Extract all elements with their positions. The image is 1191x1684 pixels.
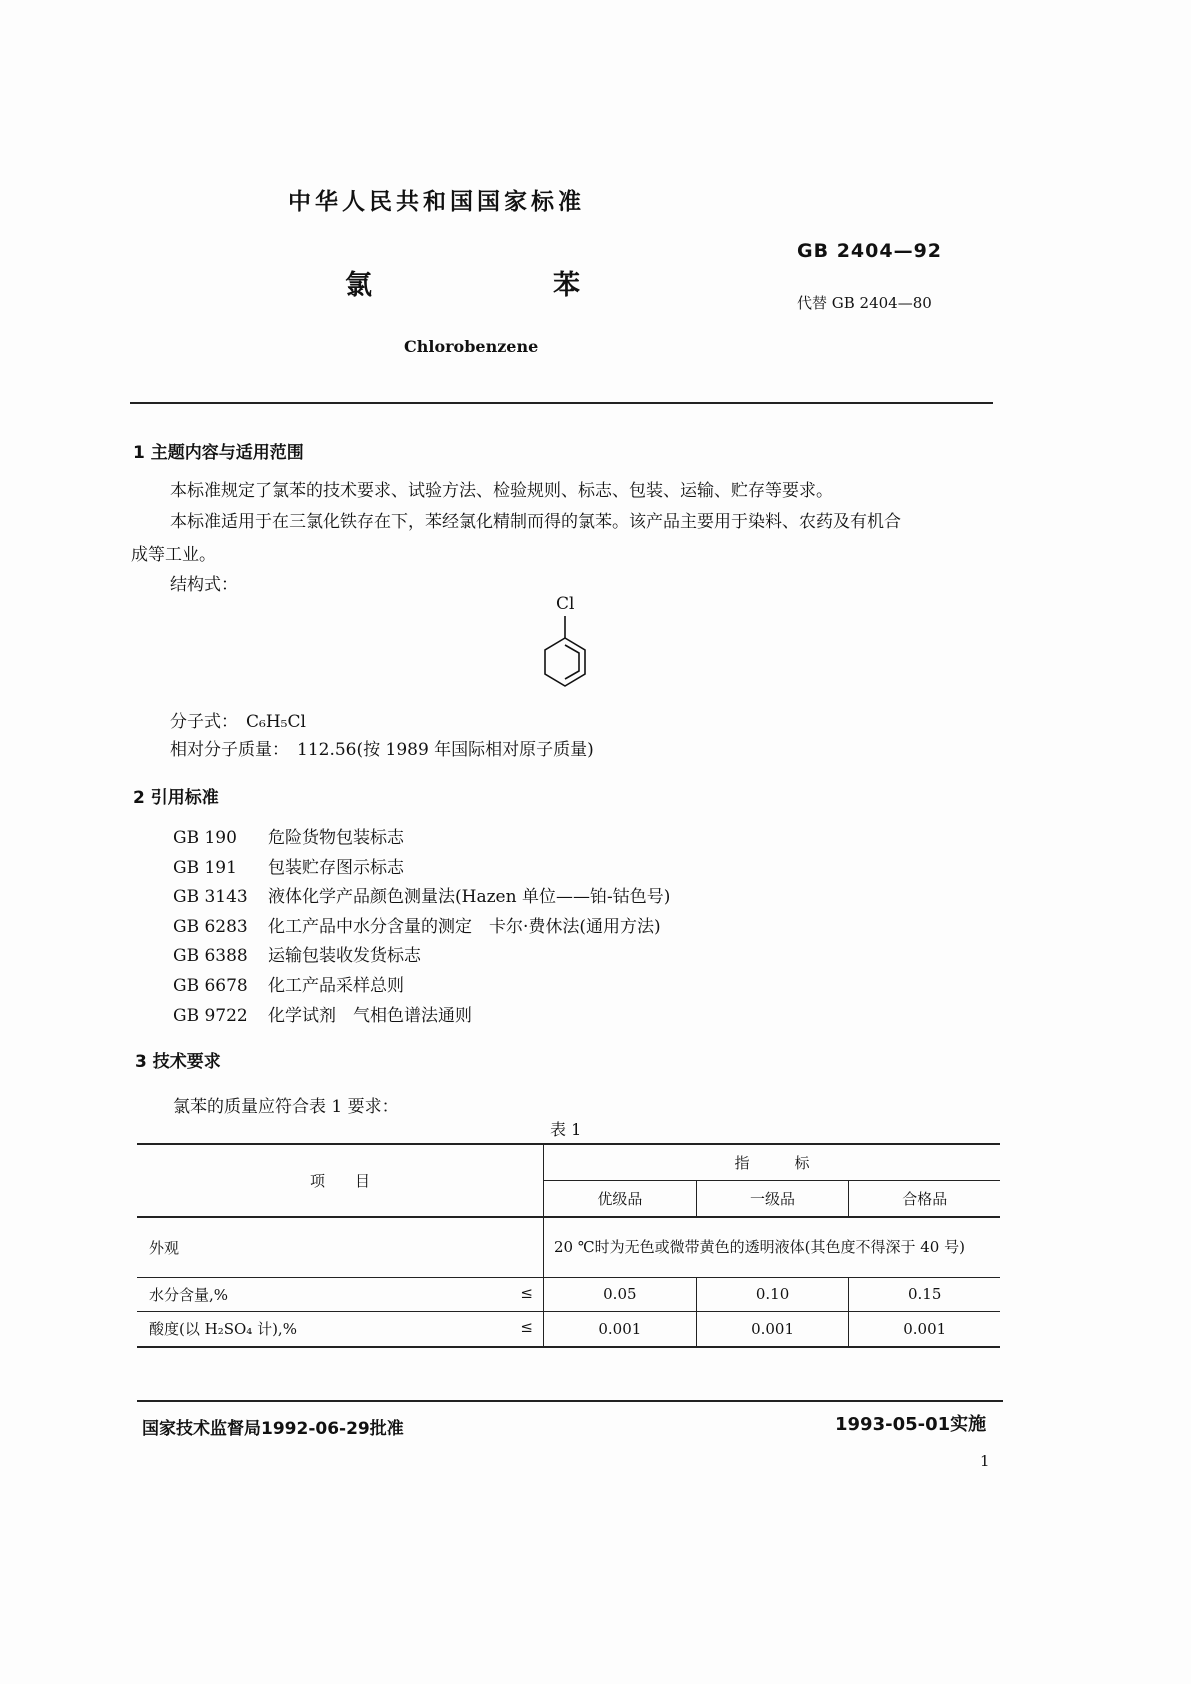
- reference-code: GB 9722: [173, 1005, 248, 1026]
- paragraph: 成等工业。: [131, 545, 216, 565]
- row-item: 酸度(以 H₂SO₄ 计),%: [149, 1320, 297, 1339]
- page-number: 1: [980, 1452, 990, 1470]
- reference-item: [173, 912, 661, 937]
- org-title: 中华人民共和国国家标准: [288, 189, 585, 215]
- table-row: [137, 1217, 1000, 1277]
- section-2-heading: 2 引用标准: [133, 788, 219, 808]
- table-caption: 表 1: [550, 1120, 582, 1139]
- grade-header: 合格品: [849, 1180, 1000, 1217]
- paragraph: 本标准适用于在三氯化铁存在下，苯经氯化精制而得的氯苯。该产品主要用于染料、农药及有机合: [170, 512, 901, 532]
- title-char-1: 氯: [345, 270, 372, 301]
- grade-header: 优级品: [544, 1180, 697, 1217]
- reference-code: GB 3143: [173, 887, 248, 908]
- reference-item: [173, 882, 670, 907]
- reference-code: GB 6283: [173, 916, 248, 937]
- reference-code: GB 191: [173, 857, 237, 878]
- reference-title: 化工产品中水分含量的测定 卡尔·费休法(通用方法): [268, 916, 661, 937]
- table-row: [137, 1311, 1000, 1347]
- reference-item: [173, 853, 404, 878]
- english-title: Chlorobenzene: [404, 337, 539, 356]
- reference-title: 化学试剂 气相色谱法通则: [268, 1005, 472, 1026]
- operator: ≤: [520, 1318, 533, 1337]
- cell: 0.15: [849, 1277, 1000, 1311]
- reference-item: [173, 823, 404, 848]
- grade-header: 一级品: [696, 1180, 849, 1217]
- cell: 0.05: [544, 1277, 697, 1311]
- reference-item: [173, 941, 421, 966]
- reference-title: 包装贮存图示标志: [268, 857, 404, 878]
- mass-line: [170, 735, 594, 760]
- cell: 0.001: [544, 1311, 697, 1347]
- benzene-ring-structure: [540, 616, 590, 696]
- title-char-2: 苯: [553, 270, 580, 301]
- section-3-heading: 3 技术要求: [135, 1052, 221, 1072]
- approval-note: 国家技术监督局1992-06-29批准: [142, 1419, 404, 1439]
- table-row: [137, 1277, 1000, 1311]
- formula-label: 分子式：: [170, 712, 238, 732]
- footer-rule: [137, 1400, 1003, 1402]
- reference-item: [173, 1001, 472, 1026]
- row-item: 外观: [137, 1217, 544, 1277]
- reference-title: 运输包装收发货标志: [268, 946, 421, 967]
- operator: ≤: [520, 1283, 533, 1302]
- row-value: 20 ℃时为无色或微带黄色的透明液体(其色度不得深于 40 号): [544, 1217, 1001, 1277]
- header-rule: [130, 402, 993, 404]
- reference-title: 化工产品采样总则: [268, 976, 404, 996]
- standard-number: GB 2404—92: [797, 240, 943, 262]
- reference-code: GB 190: [173, 828, 237, 848]
- replaces-note: 代替 GB 2404—80: [797, 294, 932, 312]
- paragraph: 本标准规定了氯苯的技术要求、试验方法、检验规则、标志、包装、运输、贮存等要求。: [170, 481, 833, 501]
- formula-line: [170, 707, 306, 732]
- header-item: 项 目: [137, 1144, 544, 1217]
- paragraph: 氯苯的质量应符合表 1 要求：: [173, 1097, 399, 1117]
- reference-item: [173, 971, 404, 996]
- formula: C₆H₅Cl: [246, 712, 306, 732]
- mass-label: 相对分子质量：: [170, 740, 289, 760]
- quality-table: [137, 1143, 1000, 1348]
- section-1-heading: 1 主题内容与适用范围: [133, 443, 304, 463]
- structure-label: 结构式：: [170, 575, 238, 595]
- reference-code: GB 6678: [173, 976, 248, 996]
- effective-date: 1993-05-01实施: [835, 1414, 987, 1435]
- mass: 112.56(按 1989 年国际相对原子质量): [297, 740, 594, 760]
- reference-title: 危险货物包装标志: [268, 828, 404, 848]
- cell: 0.001: [849, 1311, 1000, 1347]
- reference-code: GB 6388: [173, 946, 248, 967]
- cell: 0.10: [696, 1277, 849, 1311]
- chlorine-label: Cl: [556, 594, 575, 614]
- cell: 0.001: [696, 1311, 849, 1347]
- reference-title: 液体化学产品颜色测量法(Hazen 单位——铂-钴色号): [268, 887, 671, 908]
- row-item: 水分含量,%: [149, 1285, 229, 1304]
- header-index: 指 标: [544, 1144, 1001, 1180]
